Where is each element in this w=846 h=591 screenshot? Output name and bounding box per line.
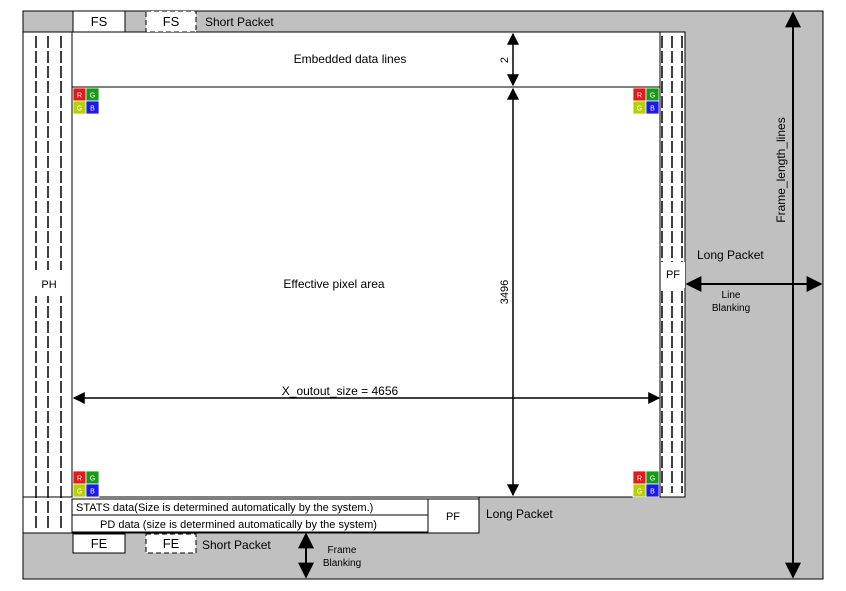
bayer-cell-label: G (89, 475, 96, 483)
bayer-cell-label: B (90, 105, 95, 113)
line-blanking-label-2: Blanking (711, 303, 751, 314)
effective-pixel-area (72, 87, 660, 497)
pd-data-label: PD data (size is determined automatically by the system) (100, 519, 377, 531)
bayer-cell-label: G (649, 475, 656, 483)
line-blanking-label-1: Line (721, 290, 741, 301)
short-packet-top-label: Short Packet (205, 15, 274, 29)
stats-data-label: STATS data(Size is determined automatically by the system.) (76, 502, 374, 514)
bayer-cell-label: B (650, 488, 655, 496)
bayer-cell-label: G (76, 488, 83, 496)
bayer-cell-label: G (89, 92, 96, 100)
bayer-cell-label: G (636, 488, 643, 496)
fe-dashed-label: FE (162, 536, 180, 551)
fs-dashed-label: FS (162, 14, 180, 29)
bayer-cell-label: R (636, 475, 643, 483)
bayer-cell-label: G (649, 92, 656, 100)
frame-blanking-label-1: Frame (327, 545, 357, 556)
fs-label: FS (90, 14, 108, 29)
effective-pixel-label: Effective pixel area (283, 277, 385, 291)
pf-label: PF (665, 269, 681, 281)
bayer-cell-label: R (76, 92, 83, 100)
long-packet-right-label: Long Packet (697, 248, 764, 262)
frame-blanking-label-2: Blanking (322, 558, 362, 569)
x-size-label: X_outout_size = 4656 (281, 384, 399, 398)
ph-label: PH (41, 279, 57, 291)
pf-bottom-label: PF (445, 511, 461, 523)
long-packet-bottom-label: Long Packet (486, 507, 553, 521)
bayer-cell-label: G (636, 105, 643, 113)
bayer-cell-label: B (650, 105, 655, 113)
embedded-height-label: 2 (499, 56, 511, 64)
frame-length-label: Frame_length_lines (774, 117, 788, 223)
bayer-cell-label: R (76, 475, 83, 483)
short-packet-bottom-label: Short Packet (202, 538, 271, 552)
bayer-cell-label: R (636, 92, 643, 100)
embedded-data-label: Embedded data lines (293, 52, 407, 66)
fe-label: FE (90, 536, 108, 551)
bayer-cell-label: G (76, 105, 83, 113)
bayer-cell-label: B (90, 488, 95, 496)
active-height-label: 3496 (499, 279, 511, 305)
